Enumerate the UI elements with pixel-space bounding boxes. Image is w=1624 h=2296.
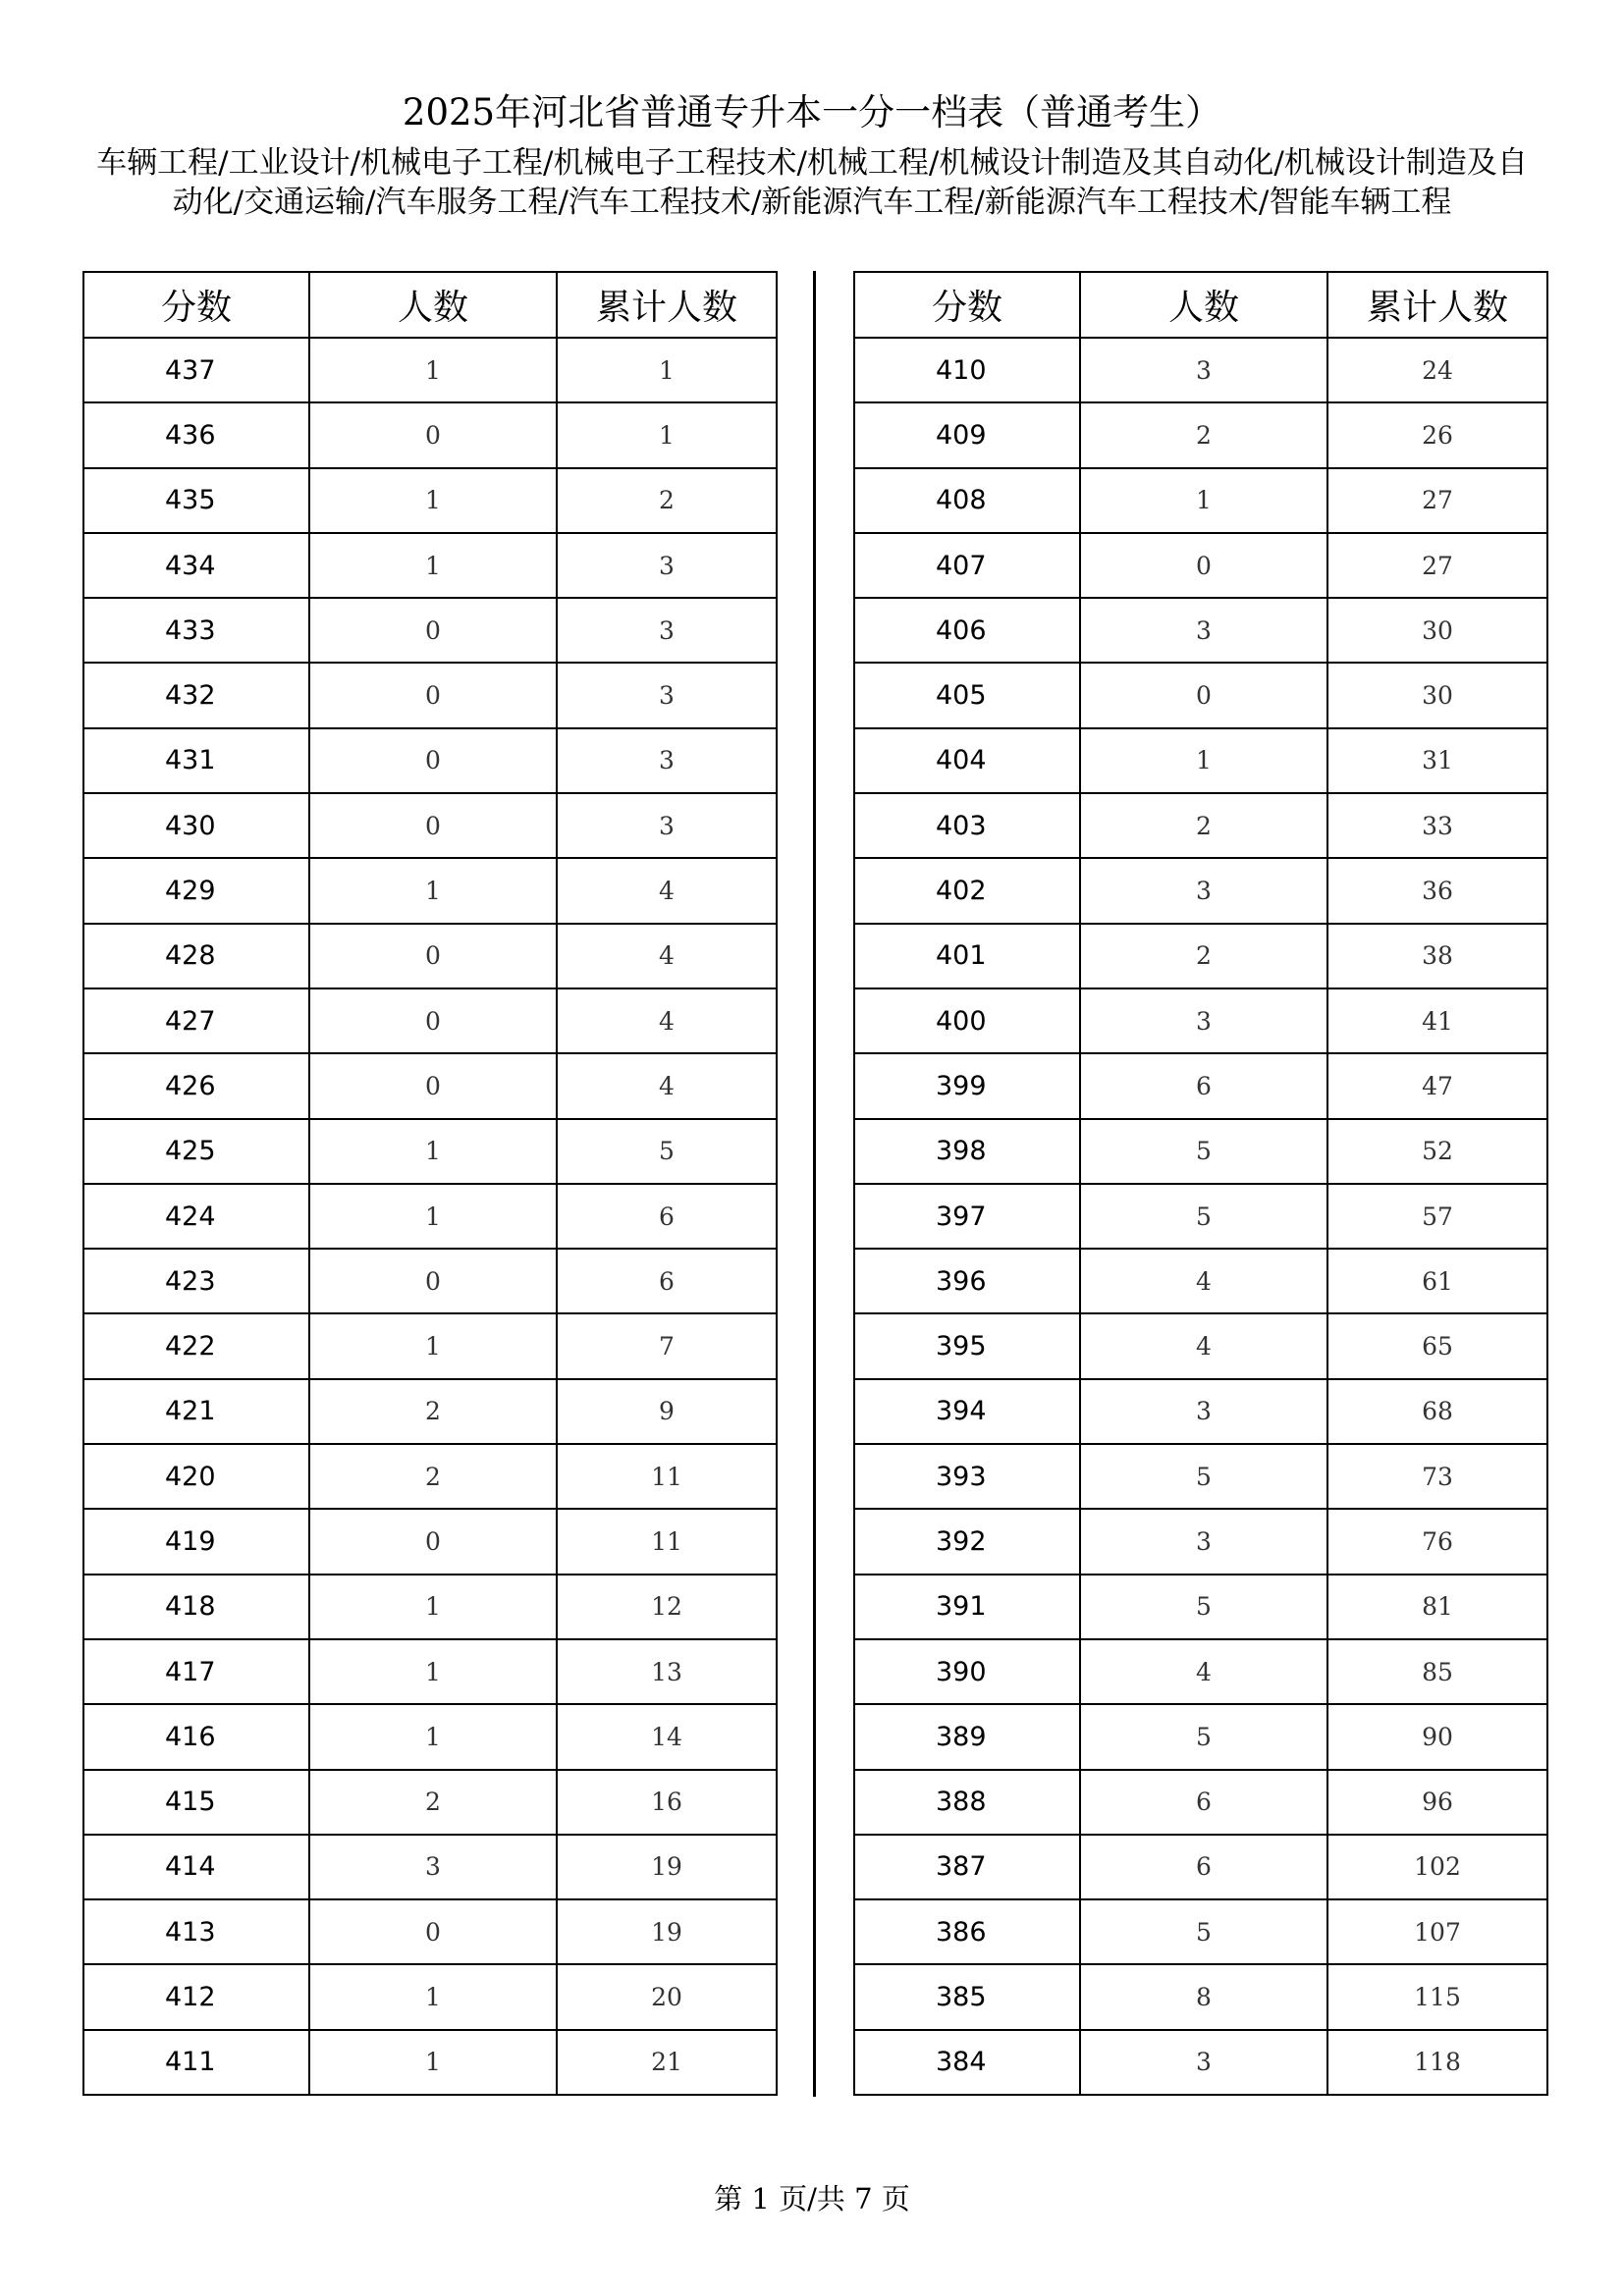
count-cell: 8 — [1080, 1964, 1327, 2029]
column-divider — [813, 271, 816, 2097]
table-row — [854, 988, 1547, 1053]
table-row — [83, 1575, 777, 1639]
table-row — [854, 598, 1547, 663]
count-cell: 2 — [1080, 924, 1327, 988]
count-cell: 1 — [309, 2030, 557, 2095]
cumulative-cell: 11 — [557, 1509, 777, 1574]
count-cell: 5 — [1080, 1704, 1327, 1769]
score-cell: 410 — [854, 338, 1080, 402]
cumulative-cell: 85 — [1327, 1639, 1547, 1704]
count-cell: 4 — [1080, 1639, 1327, 1704]
count-cell: 5 — [1080, 1575, 1327, 1639]
score-cell: 430 — [83, 793, 309, 858]
count-cell: 3 — [1080, 1509, 1327, 1574]
table-row — [854, 1249, 1547, 1313]
cumulative-cell: 118 — [1327, 2030, 1547, 2095]
table-row — [854, 1379, 1547, 1444]
count-cell: 1 — [309, 1119, 557, 1184]
count-cell: 3 — [1080, 858, 1327, 923]
table-row — [854, 858, 1547, 923]
score-cell: 395 — [854, 1313, 1080, 1378]
table-row — [854, 663, 1547, 727]
score-cell: 385 — [854, 1964, 1080, 2029]
score-cell: 423 — [83, 1249, 309, 1313]
count-cell: 3 — [1080, 988, 1327, 1053]
cumulative-cell: 14 — [557, 1704, 777, 1769]
table-row — [854, 1184, 1547, 1249]
score-cell: 418 — [83, 1575, 309, 1639]
table-row — [83, 468, 777, 533]
count-cell: 1 — [309, 1639, 557, 1704]
score-cell: 414 — [83, 1835, 309, 1899]
count-cell: 4 — [1080, 1249, 1327, 1313]
table-row — [83, 793, 777, 858]
cumulative-cell: 1 — [557, 338, 777, 402]
count-cell: 2 — [309, 1379, 557, 1444]
score-cell: 387 — [854, 1835, 1080, 1899]
count-cell: 0 — [309, 402, 557, 467]
cumulative-cell: 5 — [557, 1119, 777, 1184]
cumulative-cell: 30 — [1327, 598, 1547, 663]
count-cell: 5 — [1080, 1444, 1327, 1509]
count-cell: 3 — [1080, 2030, 1327, 2095]
table-row — [83, 1249, 777, 1313]
count-cell: 3 — [309, 1835, 557, 1899]
count-cell: 5 — [1080, 1184, 1327, 1249]
count-cell: 6 — [1080, 1053, 1327, 1118]
cumulative-cell: 57 — [1327, 1184, 1547, 1249]
table-row — [854, 1313, 1547, 1378]
count-cell: 2 — [309, 1770, 557, 1835]
score-cell: 407 — [854, 533, 1080, 598]
cumulative-cell: 3 — [557, 598, 777, 663]
score-cell: 386 — [854, 1899, 1080, 1964]
table-row — [854, 2030, 1547, 2095]
table-row — [83, 1119, 777, 1184]
table-row — [854, 1899, 1547, 1964]
score-cell: 436 — [83, 402, 309, 467]
table-row — [83, 1835, 777, 1899]
major-list-subtitle: 车辆工程/工业设计/机械电子工程/机械电子工程技术/机械工程/机械设计制造及其自动化/机械设计制造及自动化/交通运输/汽车服务工程/汽车工程技术/新能源汽车工程/新能源汽车工程技术/智能车辆工程 — [96, 145, 1528, 220]
count-cell: 1 — [309, 1964, 557, 2029]
cumulative-cell: 12 — [557, 1575, 777, 1639]
count-cell: 5 — [1080, 1899, 1327, 1964]
cumulative-cell: 21 — [557, 2030, 777, 2095]
cumulative-cell: 33 — [1327, 793, 1547, 858]
count-cell: 1 — [309, 1704, 557, 1769]
score-cell: 427 — [83, 988, 309, 1053]
score-cell: 390 — [854, 1639, 1080, 1704]
table-row — [83, 598, 777, 663]
header-score: 分数 — [83, 272, 309, 338]
count-cell: 6 — [1080, 1770, 1327, 1835]
table-header-row — [83, 272, 777, 338]
score-cell: 408 — [854, 468, 1080, 533]
score-cell: 403 — [854, 793, 1080, 858]
score-cell: 409 — [854, 402, 1080, 467]
count-cell: 0 — [309, 728, 557, 793]
score-cell: 432 — [83, 663, 309, 727]
table-row — [854, 1964, 1547, 2029]
table-row — [854, 1770, 1547, 1835]
table-row — [854, 1119, 1547, 1184]
table-row — [83, 1770, 777, 1835]
score-cell: 434 — [83, 533, 309, 598]
count-cell: 2 — [309, 1444, 557, 1509]
count-cell: 1 — [309, 1575, 557, 1639]
cumulative-cell: 9 — [557, 1379, 777, 1444]
score-table-right — [853, 271, 1548, 2096]
cumulative-cell: 7 — [557, 1313, 777, 1378]
table-header-row — [854, 272, 1547, 338]
cumulative-cell: 6 — [557, 1184, 777, 1249]
cumulative-cell: 6 — [557, 1249, 777, 1313]
table-row — [83, 1053, 777, 1118]
count-cell: 0 — [309, 1053, 557, 1118]
score-cell: 397 — [854, 1184, 1080, 1249]
cumulative-cell: 3 — [557, 663, 777, 727]
score-cell: 435 — [83, 468, 309, 533]
cumulative-cell: 4 — [557, 1053, 777, 1118]
score-cell: 431 — [83, 728, 309, 793]
table-row — [854, 1575, 1547, 1639]
count-cell: 0 — [309, 1249, 557, 1313]
count-cell: 0 — [309, 598, 557, 663]
header-count: 人数 — [1080, 272, 1327, 338]
table-row — [854, 1835, 1547, 1899]
header-count: 人数 — [309, 272, 557, 338]
score-cell: 400 — [854, 988, 1080, 1053]
score-cell: 424 — [83, 1184, 309, 1249]
cumulative-cell: 4 — [557, 988, 777, 1053]
score-cell: 396 — [854, 1249, 1080, 1313]
table-row — [83, 988, 777, 1053]
cumulative-cell: 115 — [1327, 1964, 1547, 2029]
count-cell: 1 — [309, 533, 557, 598]
score-cell: 391 — [854, 1575, 1080, 1639]
score-cell: 388 — [854, 1770, 1080, 1835]
score-cell: 413 — [83, 1899, 309, 1964]
cumulative-cell: 47 — [1327, 1053, 1547, 1118]
count-cell: 0 — [1080, 533, 1327, 598]
table-row — [83, 1639, 777, 1704]
count-cell: 1 — [1080, 468, 1327, 533]
score-cell: 411 — [83, 2030, 309, 2095]
score-cell: 405 — [854, 663, 1080, 727]
table-row — [83, 1184, 777, 1249]
table-row — [854, 468, 1547, 533]
cumulative-cell: 16 — [557, 1770, 777, 1835]
cumulative-cell: 13 — [557, 1639, 777, 1704]
count-cell: 0 — [309, 1509, 557, 1574]
score-cell: 416 — [83, 1704, 309, 1769]
cumulative-cell: 31 — [1327, 728, 1547, 793]
table-row — [83, 338, 777, 402]
score-cell: 392 — [854, 1509, 1080, 1574]
cumulative-cell: 26 — [1327, 402, 1547, 467]
score-cell: 389 — [854, 1704, 1080, 1769]
score-cell: 398 — [854, 1119, 1080, 1184]
cumulative-cell: 38 — [1327, 924, 1547, 988]
score-cell: 421 — [83, 1379, 309, 1444]
header-cumulative: 累计人数 — [557, 272, 777, 338]
header-score: 分数 — [854, 272, 1080, 338]
cumulative-cell: 30 — [1327, 663, 1547, 727]
cumulative-cell: 102 — [1327, 1835, 1547, 1899]
score-cell: 394 — [854, 1379, 1080, 1444]
score-cell: 384 — [854, 2030, 1080, 2095]
count-cell: 1 — [309, 1313, 557, 1378]
table-row — [83, 858, 777, 923]
count-cell: 1 — [309, 338, 557, 402]
score-cell: 433 — [83, 598, 309, 663]
count-cell: 0 — [1080, 663, 1327, 727]
cumulative-cell: 61 — [1327, 1249, 1547, 1313]
header-cumulative: 累计人数 — [1327, 272, 1547, 338]
count-cell: 4 — [1080, 1313, 1327, 1378]
table-row — [83, 1379, 777, 1444]
table-row — [83, 663, 777, 727]
cumulative-cell: 81 — [1327, 1575, 1547, 1639]
page-footer: 第 1 页/共 7 页 — [714, 2182, 910, 2216]
table-row — [83, 1509, 777, 1574]
page-title: 2025年河北省普通专升本一分一档表（普通考生） — [402, 91, 1222, 133]
count-cell: 1 — [309, 858, 557, 923]
table-row — [83, 924, 777, 988]
count-cell: 5 — [1080, 1119, 1327, 1184]
count-cell: 0 — [309, 988, 557, 1053]
table-row — [83, 2030, 777, 2095]
score-cell: 429 — [83, 858, 309, 923]
score-cell: 415 — [83, 1770, 309, 1835]
count-cell: 6 — [1080, 1835, 1327, 1899]
count-cell: 2 — [1080, 402, 1327, 467]
table-row — [83, 533, 777, 598]
table-row — [854, 338, 1547, 402]
cumulative-cell: 2 — [557, 468, 777, 533]
score-cell: 422 — [83, 1313, 309, 1378]
count-cell: 0 — [309, 663, 557, 727]
score-table-left — [82, 271, 778, 2096]
table-row — [854, 1509, 1547, 1574]
score-cell: 426 — [83, 1053, 309, 1118]
count-cell: 3 — [1080, 1379, 1327, 1444]
table-row — [83, 402, 777, 467]
count-cell: 3 — [1080, 598, 1327, 663]
score-cell: 437 — [83, 338, 309, 402]
cumulative-cell: 11 — [557, 1444, 777, 1509]
table-row — [854, 1444, 1547, 1509]
score-cell: 401 — [854, 924, 1080, 988]
score-cell: 406 — [854, 598, 1080, 663]
cumulative-cell: 41 — [1327, 988, 1547, 1053]
score-cell: 393 — [854, 1444, 1080, 1509]
score-cell: 420 — [83, 1444, 309, 1509]
cumulative-cell: 36 — [1327, 858, 1547, 923]
count-cell: 1 — [309, 468, 557, 533]
cumulative-cell: 3 — [557, 728, 777, 793]
cumulative-cell: 107 — [1327, 1899, 1547, 1964]
count-cell: 1 — [309, 1184, 557, 1249]
cumulative-cell: 1 — [557, 402, 777, 467]
cumulative-cell: 20 — [557, 1964, 777, 2029]
cumulative-cell: 52 — [1327, 1119, 1547, 1184]
score-cell: 419 — [83, 1509, 309, 1574]
cumulative-cell: 19 — [557, 1835, 777, 1899]
score-cell: 425 — [83, 1119, 309, 1184]
cumulative-cell: 96 — [1327, 1770, 1547, 1835]
table-row — [854, 728, 1547, 793]
count-cell: 0 — [309, 1899, 557, 1964]
table-row — [854, 924, 1547, 988]
table-row — [854, 402, 1547, 467]
table-row — [83, 1899, 777, 1964]
cumulative-cell: 4 — [557, 858, 777, 923]
score-cell: 428 — [83, 924, 309, 988]
count-cell: 2 — [1080, 793, 1327, 858]
score-cell: 399 — [854, 1053, 1080, 1118]
table-row — [854, 1053, 1547, 1118]
table-row — [854, 1704, 1547, 1769]
cumulative-cell: 3 — [557, 533, 777, 598]
cumulative-cell: 90 — [1327, 1704, 1547, 1769]
score-cell: 412 — [83, 1964, 309, 2029]
cumulative-cell: 76 — [1327, 1509, 1547, 1574]
cumulative-cell: 65 — [1327, 1313, 1547, 1378]
table-row — [854, 793, 1547, 858]
table-row — [854, 533, 1547, 598]
score-cell: 404 — [854, 728, 1080, 793]
cumulative-cell: 27 — [1327, 468, 1547, 533]
cumulative-cell: 27 — [1327, 533, 1547, 598]
cumulative-cell: 73 — [1327, 1444, 1547, 1509]
count-cell: 0 — [309, 924, 557, 988]
cumulative-cell: 68 — [1327, 1379, 1547, 1444]
cumulative-cell: 24 — [1327, 338, 1547, 402]
cumulative-cell: 19 — [557, 1899, 777, 1964]
count-cell: 3 — [1080, 338, 1327, 402]
table-row — [854, 1639, 1547, 1704]
count-cell: 0 — [309, 793, 557, 858]
count-cell: 1 — [1080, 728, 1327, 793]
score-cell: 417 — [83, 1639, 309, 1704]
table-row — [83, 728, 777, 793]
cumulative-cell: 4 — [557, 924, 777, 988]
table-row — [83, 1444, 777, 1509]
table-row — [83, 1704, 777, 1769]
table-row — [83, 1313, 777, 1378]
cumulative-cell: 3 — [557, 793, 777, 858]
score-cell: 402 — [854, 858, 1080, 923]
table-row — [83, 1964, 777, 2029]
